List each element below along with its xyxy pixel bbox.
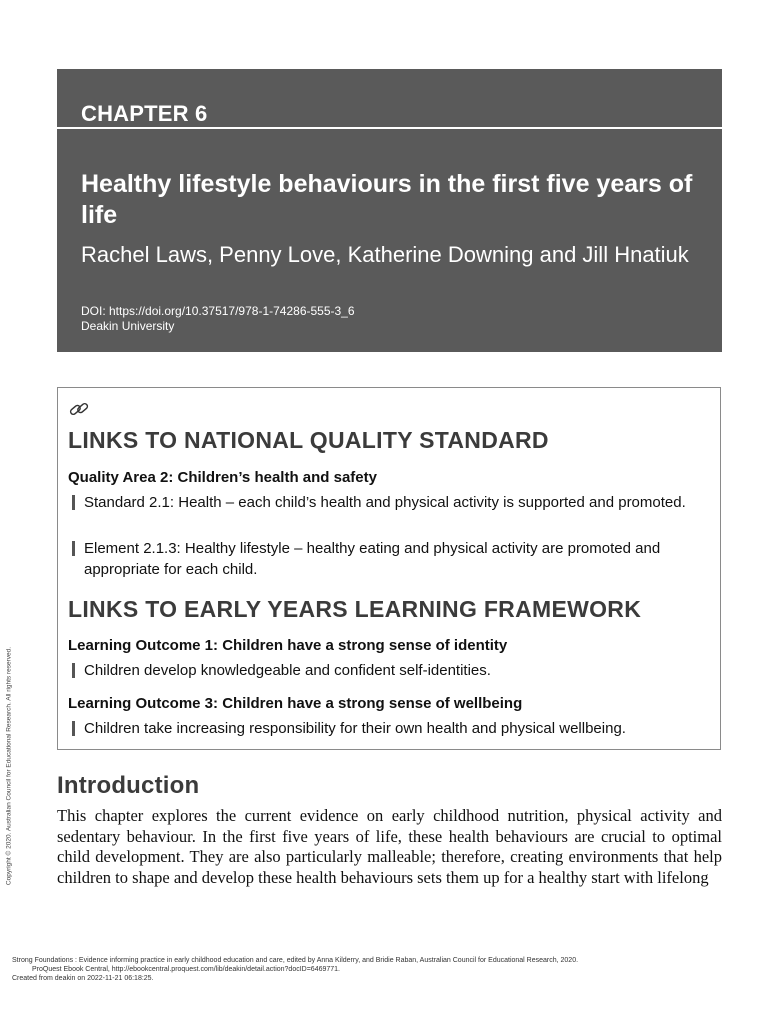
doi-link[interactable]: DOI: https://doi.org/10.37517/978-1-74286-555-3_6 bbox=[81, 304, 355, 318]
chapter-authors: Rachel Laws, Penny Love, Katherine Downing and Jill Hnatiuk bbox=[81, 242, 689, 267]
eylf-item: Children develop knowledgeable and confident self-identities. bbox=[84, 660, 699, 681]
eylf-item: Children take increasing responsibility for their own health and physical wellbeing. bbox=[84, 718, 699, 739]
bullet-bar bbox=[72, 495, 75, 510]
bullet-bar bbox=[72, 541, 75, 556]
nqs-heading: LINKS TO NATIONAL QUALITY STANDARD bbox=[68, 427, 549, 453]
footer-citation: Strong Foundations : Evidence informing practice in early childhood education and care, edited by Anna Kilderry, and Bridie Raban, Australian Council for Educational Research, 2020. bbox=[12, 957, 579, 964]
introduction-paragraph: This chapter explores the current evidence on early childhood nutrition, physical activity and sedentary behaviour. In the first five years of life, these health behaviours are crucial to optimal child development. They are also particularly malleable; therefore, creating environments that help children to shape and develop these health behaviours sets them up for a healthy start with lifelong bbox=[57, 806, 722, 887]
curriculum-links-box bbox=[57, 387, 721, 750]
introduction-heading: Introduction bbox=[57, 772, 200, 799]
eylf-outcome-title: Learning Outcome 1: Children have a strong sense of identity bbox=[68, 637, 508, 654]
affiliation: Deakin University bbox=[81, 319, 175, 333]
bullet-bar bbox=[72, 721, 75, 736]
eylf-outcome-title: Learning Outcome 3: Children have a strong sense of wellbeing bbox=[68, 695, 523, 712]
copyright-text: Copyright © 2020. Australian Council for Educational Research. All rights reserved. bbox=[5, 646, 13, 885]
footer-created: Created from deakin on 2022-11-21 06:18:25. bbox=[12, 975, 154, 982]
bullet-bar bbox=[72, 663, 75, 678]
footer-proquest-link[interactable]: ProQuest Ebook Central, http://ebookcentral.proquest.com/lib/deakin/detail.action?docID=6469771. bbox=[32, 966, 340, 973]
chapter-header bbox=[57, 69, 722, 352]
nqs-item: Element 2.1.3: Healthy lifestyle – healthy eating and physical activity are promoted and appropriate for each child. bbox=[84, 538, 699, 580]
chapter-title: Healthy lifestyle behaviours in the first five years of life bbox=[81, 170, 693, 229]
link-icon bbox=[68, 400, 90, 418]
copyright-sidebar bbox=[2, 638, 16, 893]
header-divider bbox=[57, 127, 722, 129]
nqs-item: Standard 2.1: Health – each child’s health and physical activity is supported and promoted. bbox=[84, 492, 699, 513]
eylf-heading: LINKS TO EARLY YEARS LEARNING FRAMEWORK bbox=[68, 596, 642, 622]
chapter-label: CHAPTER 6 bbox=[81, 101, 208, 126]
nqs-quality-area: Quality Area 2: Children’s health and safety bbox=[68, 469, 377, 486]
